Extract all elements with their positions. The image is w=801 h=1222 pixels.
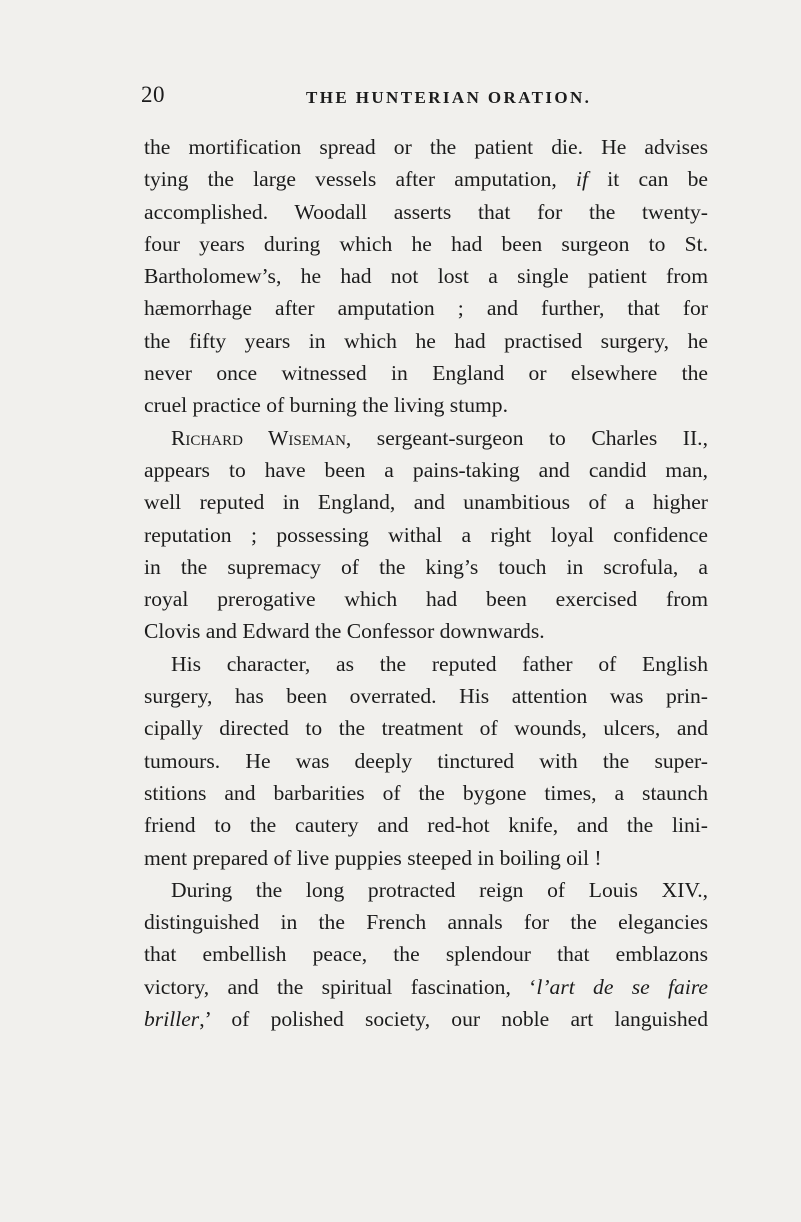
text-line: royal prerogative which had been exercised from <box>144 587 708 612</box>
body-text <box>144 131 708 1035</box>
text-line: in the supremacy of the king’s touch in scrofula, a <box>144 554 708 579</box>
text-line: briller,’ of polished society, our noble art languished <box>144 1007 708 1032</box>
text-line: victory, and the spiritual fascination, ‘l’art de se faire <box>144 974 708 999</box>
text-line: four years during which he had been surgeon to St. <box>144 231 708 256</box>
running-head: THE HUNTERIAN ORATION. <box>306 88 592 107</box>
text-line: friend to the cautery and red-hot knife, and the lini- <box>144 813 708 838</box>
text-line: His character, as the reputed father of English <box>171 651 708 676</box>
italic-text: if <box>576 167 589 192</box>
paragraph-2 <box>144 422 708 648</box>
text-line: Bartholomew’s, he had not lost a single patient from <box>144 264 708 289</box>
text-line: cipally directed to the treatment of wounds, ulcers, and <box>144 716 708 741</box>
text-line: never once witnessed in England or elsewhere the <box>144 361 708 386</box>
text-line: stitions and barbarities of the bygone times, a staunch <box>144 780 708 805</box>
text-line: During the long protracted reign of Louis XIV., <box>171 877 708 902</box>
italic-text: l’art de se faire <box>536 974 708 999</box>
text-line: that embellish peace, the splendour that emblazons <box>144 942 708 967</box>
text-line: tying the large vessels after amputation, if it can be <box>144 167 709 192</box>
text-line: cruel practice of burning the living stump. <box>144 393 508 418</box>
italic-text: briller <box>144 1007 200 1032</box>
paragraph-4 <box>144 874 708 1035</box>
text-line: Clovis and Edward the Confessor downwards. <box>144 619 545 644</box>
text-line: Richard Wiseman, sergeant-surgeon to Charles II., <box>171 425 708 450</box>
person-name: Richard Wiseman <box>171 425 346 450</box>
page-number: 20 <box>141 82 165 107</box>
text-line: appears to have been a pains-taking and candid man, <box>144 457 708 482</box>
text-line: the mortification spread or the patient die. He advises <box>144 135 708 159</box>
paragraph-1 <box>144 131 708 422</box>
text-line: the fifty years in which he had practised surgery, he <box>144 328 708 353</box>
text-line: ment prepared of live puppies steeped in boiling oil ! <box>144 845 602 870</box>
text-line: accomplished. Woodall asserts that for the twenty- <box>144 199 708 224</box>
text-line: surgery, has been overrated. His attention was prin- <box>144 684 708 709</box>
page-header <box>0 82 801 112</box>
text-line: hæmorrhage after amputation ; and further, that for <box>144 296 708 321</box>
text-line: tumours. He was deeply tinctured with the super- <box>144 748 708 773</box>
text-line: reputation ; possessing withal a right loyal confidence <box>144 522 708 547</box>
paragraph-3 <box>144 648 708 874</box>
text-line: well reputed in England, and unambitious of a higher <box>144 490 708 515</box>
text-line: distinguished in the French annals for the elegancies <box>144 910 708 935</box>
